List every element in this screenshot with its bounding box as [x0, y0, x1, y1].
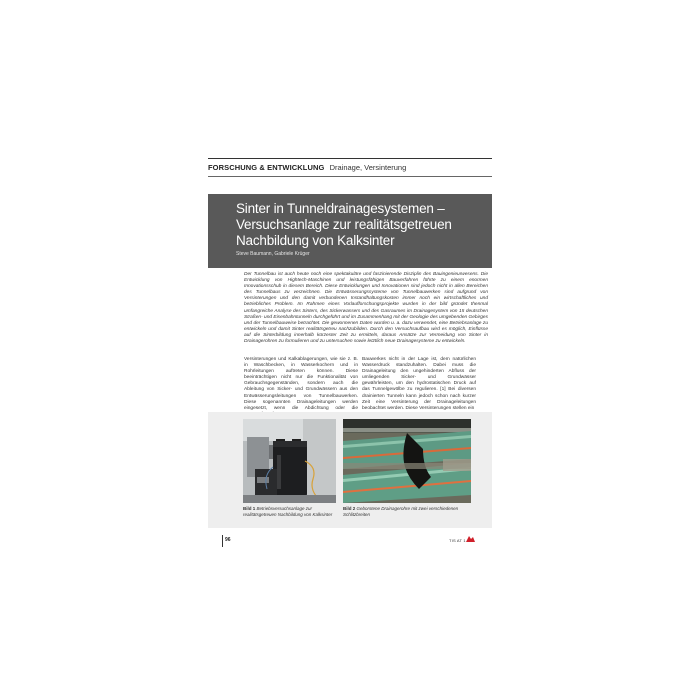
figure-2-photo: [343, 419, 471, 503]
section-top-rule: [208, 158, 492, 159]
figure-2-caption: [343, 506, 473, 518]
journal-name: TIS AT 1: [449, 538, 466, 543]
section-topic: Drainage, Versinterung: [329, 163, 407, 172]
journal-logo-icon: [466, 536, 475, 542]
body-column-left: Versinterungen und Kalkablagerungen, wie sie z. B. in Waschbecken, in Wasserkochern und in Rohrleitungen auftreten können. Diese beeinträchtigen nicht nur die Funktionalität von Gebrauchsgegenständen, sondern auch die Ableitung von Sicker- und Grundwässern aus den Entwässerungsleitungen von Tunnelbauwerken. Diese sogenannten Drainageleitungen werden eingesetzt, wenn die Abdichtung oder die: [244, 357, 358, 411]
figure-2-text: Geborstene Drainagerohre mit zwei verschiedenen Schlitzbreiten: [343, 506, 459, 517]
title-banner: [208, 194, 492, 268]
article-title: [236, 201, 486, 249]
figure-1-caption: [243, 506, 336, 518]
body-column-right: Bauwerkes nicht in der Lage ist, dem natürlichen Wasserdruck standzuhalten. Dabei muss die Drainageleitung den ungehinderten Abfluss der umliegenden Sicker- und Grundwässer gewährleisten, um den hydrostatischen Druck auf das Tunnelgewölbe zu regulieren. [1] Bei diversen drainierten Tunneln kann jedoch schon nach kurzer Zeit eine Versinterung der Drainageleitungen beobachtet werden. Diese Versinterungen stellen ein: [362, 357, 476, 411]
article-authors: Steve Baumann, Gabriele Krüger: [236, 251, 310, 257]
title-line: Nachbildung von Kalksinter: [236, 233, 395, 248]
figure-1-text: Betriebsversuchsanlage zur realitätsgetreuen Nachbildung von Kalksinter: [243, 506, 333, 517]
article-abstract: Der Tunnelbau ist auch heute noch eine spektakuläre und faszinierende Disziplin des Bauingenieurwesens. Die Entwicklung von Hightech-Maschinen und leistungsfähigen Bauverfahren führte zu einem enormen Innovationsschub in diesem Bereich. Diese Entwicklungen und Innovationen sind jedoch nicht in allen Bereichen des Tunnelbaus zu verzeichnen. Die Entwässerungssysteme von Tunnelbauwerken sind aufgrund von Versinterungen und den damit verbundenen Instandhaltungskosten immer noch ein wirtschaftliches und betriebliches Problem. Im Rahmen eines Vorlaufforschungsprojekte wurden in der bild gründet thenmal umfangreiche Analyse des Sinters, des Sickerwassers und des Gasraumes im Drainagesystem von 15 deutschen Straßen- und Eisenbahntunneln durchgeführt und im Zusammenhang mit der Geologie des umgebenden Gebirges und der Tunnelbauweise betrachtet. Die gewonnenen Daten wurden u. a. dazu verwendet, eine Betriebsanlage zu entwickeln und damit Sinter realitätsgetreu nachzubilden. Durch den Versuchsaufbau wird es möglich, Einflüsse auf die Sinterbildung innerhalb kürzester Zeit zu ermitteln, daraus Ansätze zur Vermeidung von Sinter in Drainagerohren zu formulieren und zu untersuchen sowie letztlich neue Drainagesysteme zu entwickeln.: [244, 272, 488, 345]
figure-2-label: Bild 2: [343, 506, 356, 511]
title-line: Sinter in Tunneldrainagesystemen –: [236, 201, 445, 216]
section-header: [208, 163, 492, 173]
title-line: Versuchsanlage zur realitätsgetreuen: [236, 217, 452, 232]
folio-rule: [222, 535, 223, 547]
section-bottom-rule: [208, 176, 492, 177]
page-number: 96: [225, 537, 231, 543]
figure-1-photo: [243, 419, 336, 503]
figure-1-label: Bild 1: [243, 506, 256, 511]
section-category: FORSCHUNG & ENTWICKLUNG: [208, 163, 325, 172]
